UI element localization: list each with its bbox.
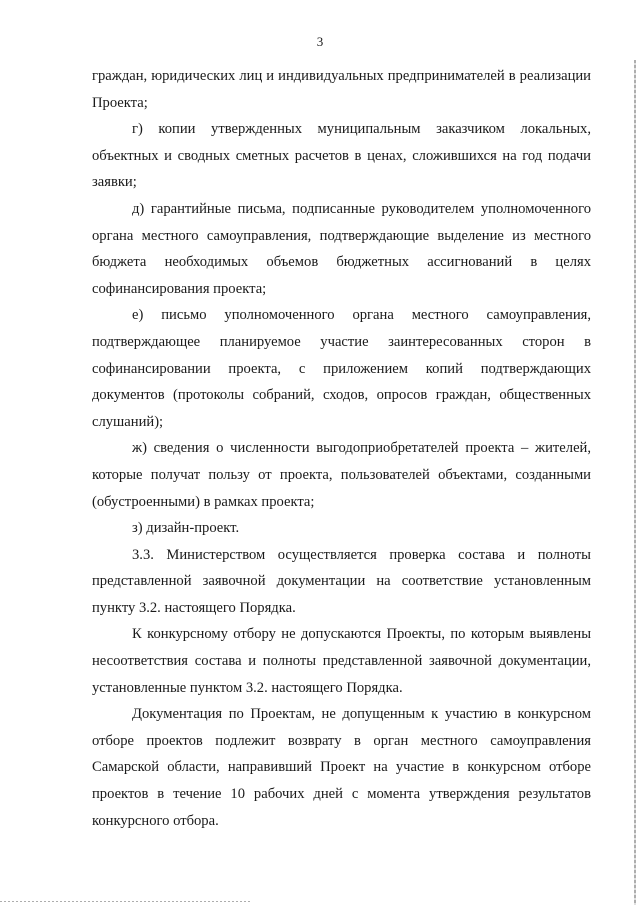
paragraph-not-admitted: К конкурсному отбору не допускаются Проекты, по которым выявлены несоответствия состава и полноты представленной заявочной документации, установленные пунктом 3.2. настоящего Порядка. bbox=[92, 626, 591, 696]
paragraph-documentation-return: Документация по Проектам, не допущенным к участию в конкурсном отборе проектов подлежит возврату в орган местного самоуправления Самарской области, направивший Проект на участие в конкурсном отборе проектов в течение 10 рабочих дней с момента утверждения результатов конкурсного отбора. bbox=[92, 706, 591, 829]
document-body bbox=[92, 63, 591, 834]
paragraph-item-g: г) копии утвержденных муниципальным заказчиком локальных, объектных и сводных сметных расчетов в ценах, сложившихся на год подачи заявки; bbox=[92, 121, 591, 191]
paragraph-item-d: д) гарантийные письма, подписанные руководителем уполномоченного органа местного самоуправления, подтверждающие выделение из местного бюджета необходимых объемов бюджетных ассигнований в целях софинансирования проекта; bbox=[92, 200, 591, 297]
scan-bottom-artifact bbox=[0, 901, 250, 902]
scan-edge-artifact bbox=[634, 60, 636, 905]
paragraph-item-z: з) дизайн-проект. bbox=[132, 520, 240, 537]
paragraph-3-3: 3.3. Министерством осуществляется проверка состава и полноты представленной заявочной документации на соответствие установленным пункту 3.2. настоящего Порядка. bbox=[92, 546, 591, 616]
paragraph-item-e: е) письмо уполномоченного органа местного самоуправления, подтверждающее планируемое участие заинтересованных сторон в софинансировании проекта, с приложением копий подтверждающих документов (протоколы собраний, сходов, опросов граждан, общественных слушаний); bbox=[92, 307, 591, 430]
paragraph-item-zh: ж) сведения о численности выгодоприобретателей проекта – жителей, которые получат пользу от проекта, пользователей объектами, созданными (обустроенными) в рамках проекта; bbox=[92, 440, 591, 510]
paragraph-continuation: граждан, юридических лиц и индивидуальных предпринимателей в реализации Проекта; bbox=[92, 68, 591, 111]
page-number: 3 bbox=[316, 34, 324, 49]
